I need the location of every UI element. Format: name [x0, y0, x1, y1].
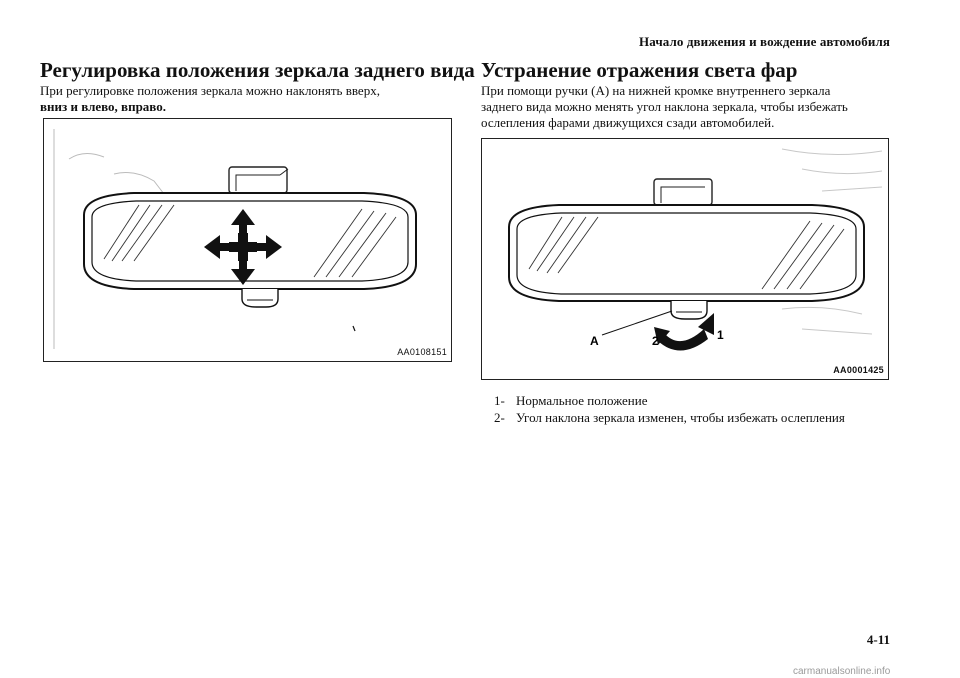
right-figure-code: AA0001425	[833, 365, 884, 375]
list-item-text: Угол наклона зеркала изменен, чтобы избежать ослепления	[516, 410, 845, 425]
page-header: Начало движения и вождение автомобиля	[639, 34, 890, 49]
mirror-tab	[242, 289, 278, 307]
mirror-mount	[654, 179, 712, 205]
right-section-text	[481, 83, 848, 131]
page-number: 4-11	[866, 632, 890, 647]
left-figure-code: AA0108151	[397, 347, 447, 357]
left-section-title: Регулировка положения зеркала заднего вида	[40, 58, 475, 82]
right-section-title: Устранение отражения света фар	[481, 58, 798, 82]
antiglare-illustration	[482, 139, 888, 379]
mirror-body	[509, 205, 864, 301]
right-text-line-3: ослепления фарами движущихся сзади автомобилей.	[481, 115, 775, 130]
list-item	[494, 392, 845, 409]
label-2: 2	[652, 334, 659, 348]
label-a: A	[590, 334, 599, 348]
left-section-text	[40, 83, 380, 115]
left-text-line-2: вниз и влево, вправо.	[40, 99, 166, 114]
right-text-line-2: заднего вида можно менять угол наклона зеркала, чтобы избежать	[481, 99, 848, 114]
list-item-number: 2-	[494, 410, 505, 425]
list-item-number: 1-	[494, 393, 505, 408]
antiglare-lever	[602, 301, 707, 335]
mirror-adjust-figure	[43, 118, 452, 362]
label-1: 1	[717, 328, 724, 342]
mirror-adjust-illustration	[44, 119, 451, 361]
list-item-text: Нормальное положение	[516, 393, 648, 408]
right-text-line-1: При помощи ручки (A) на нижней кромке внутреннего зеркала	[481, 83, 831, 98]
legend-list	[494, 392, 845, 426]
mirror-mount	[229, 167, 288, 193]
left-text-line-1: При регулировке положения зеркала можно наклонять вверх,	[40, 83, 380, 98]
watermark: carmanualsonline.info	[793, 666, 891, 677]
list-item	[494, 409, 845, 426]
antiglare-figure	[481, 138, 889, 380]
